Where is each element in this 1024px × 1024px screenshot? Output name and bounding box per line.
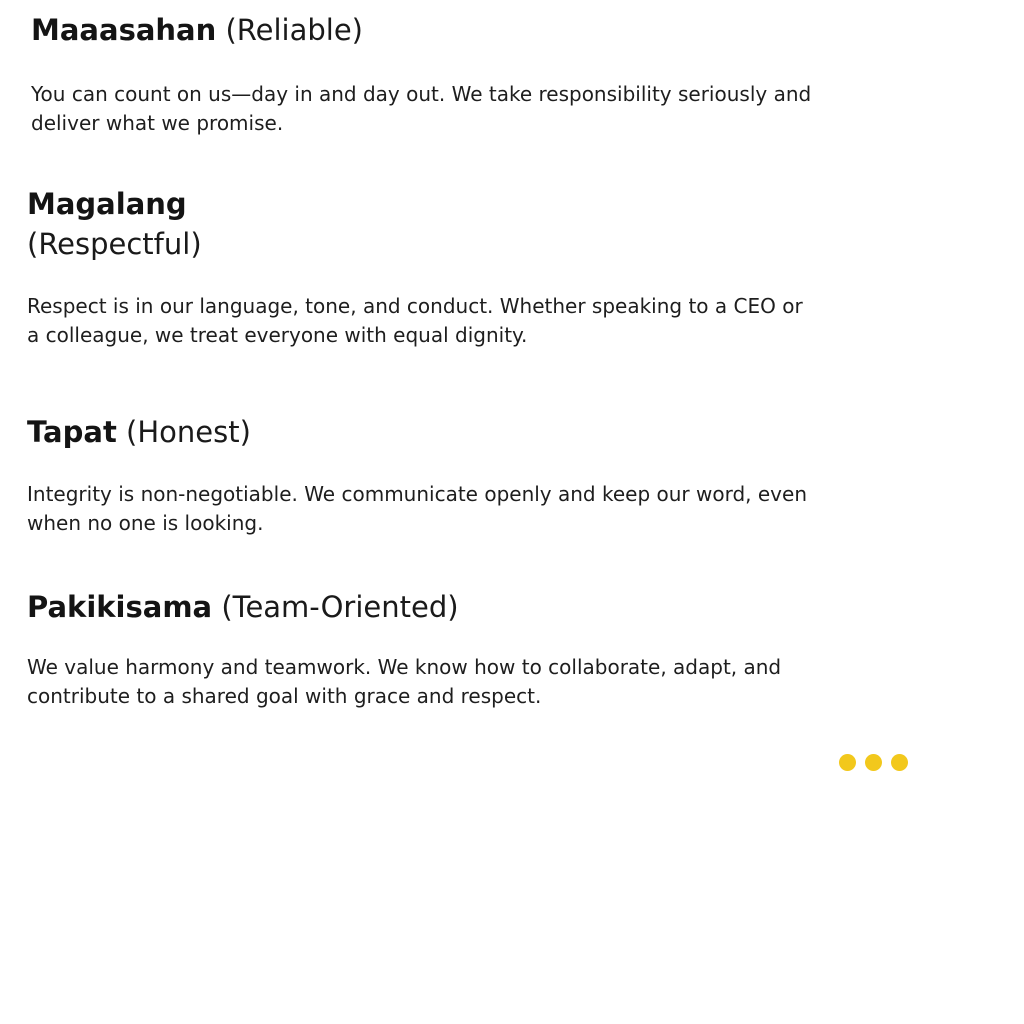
value-heading: [27, 412, 817, 452]
value-description: You can count on us—day in and day out. We take responsibility seriously and deliver what we promise.: [31, 82, 812, 135]
value-translation: (Respectful): [27, 227, 202, 261]
value-description: Respect is in our language, tone, and conduct. Whether speaking to a CEO or a colleague, we treat everyone with equal dignity.: [27, 294, 803, 347]
value-maaasahan: [31, 10, 821, 138]
value-magalang: [27, 184, 817, 350]
value-translation: (Team-Oriented): [221, 590, 459, 624]
value-tapat: [27, 412, 817, 538]
ellipsis-dots-icon: [839, 754, 908, 771]
value-term: Pakikisama: [27, 590, 213, 624]
value-pakikisama: [27, 587, 817, 711]
value-translation: (Reliable): [225, 13, 363, 47]
value-heading: [31, 10, 821, 50]
value-description: We value harmony and teamwork. We know how to collaborate, adapt, and contribute to a shared goal with grace and respect.: [27, 655, 782, 708]
value-term: Maaasahan: [31, 13, 217, 47]
value-term: Tapat: [27, 415, 117, 449]
dot-icon: [865, 754, 882, 771]
dot-icon: [891, 754, 908, 771]
value-description: Integrity is non-negotiable. We communicate openly and keep our word, even when no one is looking.: [27, 482, 807, 535]
dot-icon: [839, 754, 856, 771]
value-heading: [27, 184, 817, 264]
value-heading: [27, 587, 817, 627]
value-translation: (Honest): [126, 415, 251, 449]
value-term: Magalang: [27, 187, 187, 221]
